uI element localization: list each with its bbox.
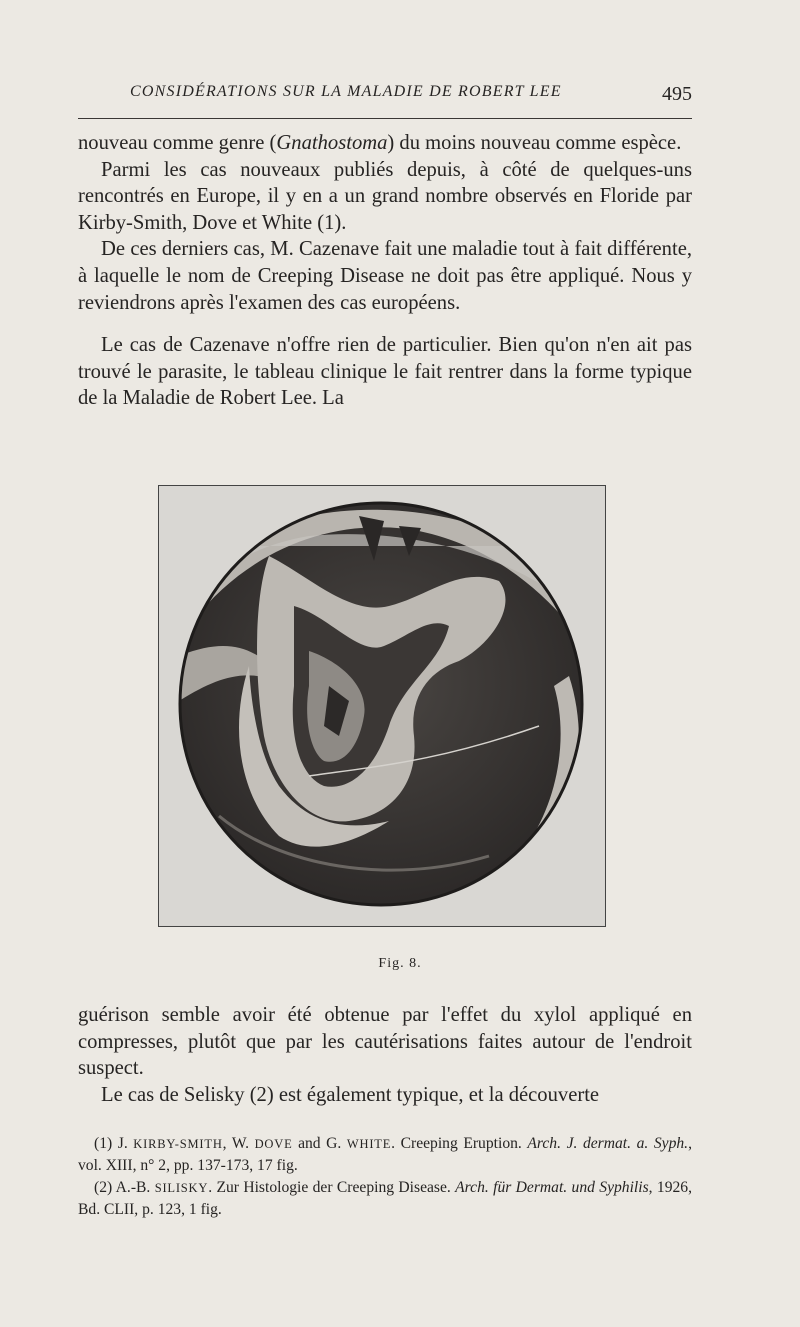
- footnote-1-journal: Arch. J. dermat. a. Syph.: [527, 1135, 689, 1152]
- figure-caption: Fig. 8.: [378, 956, 422, 971]
- paragraph-1-text-a: nouveau comme genre (: [78, 132, 277, 154]
- body-text-bottom: [78, 1002, 692, 1108]
- micrograph-image: [159, 486, 604, 925]
- footnote-1-author-1: KIRBY-SMITH: [133, 1137, 223, 1151]
- paragraph-5: guérison semble avoir été obtenue par l'effet du xylol appliqué en compresses, plutôt que par les cautérisations faites autour de l'endroit suspect.: [78, 1004, 692, 1080]
- paragraph-1-text-b: ) du moins nouveau comme espèce.: [387, 132, 682, 154]
- running-title: CONSIDÉRATIONS SUR LA MALADIE DE ROBERT LEE: [130, 83, 562, 100]
- running-head: [78, 83, 692, 109]
- paragraph-4: Le cas de Cazenave n'offre rien de particulier. Bien qu'on n'en ait pas trouvé le parasite, le tableau clinique le fait rentrer dans la forme typique de la Maladie de Robert Lee. La: [78, 334, 692, 410]
- paragraph-2: Parmi les cas nouveaux publiés depuis, à côté de quelques-uns rencontrés en Europe, il y en a un grand nombre observés en Floride par Kirby-Smith, Dove et White (1).: [78, 158, 692, 234]
- footnote-1: [78, 1133, 692, 1177]
- footnote-1-details: , vol. XIII, n° 2, pp. 137-173, 17 fig.: [78, 1135, 692, 1174]
- footnote-2: [78, 1177, 692, 1221]
- footnote-1-author-3: WHITE: [346, 1137, 392, 1151]
- genus-name: Gnathostoma: [276, 132, 388, 154]
- footnote-2-journal: Arch. für Dermat. und Syphilis: [455, 1179, 649, 1196]
- footnote-1-author-2: DOVE: [254, 1137, 293, 1151]
- footnote-1-sep-2: and G.: [292, 1135, 342, 1152]
- paragraph-6: Le cas de Selisky (2) est également typique, et la découverte: [101, 1083, 600, 1106]
- header-rule: [78, 118, 692, 119]
- figure-8-photomicrograph: [158, 485, 606, 927]
- paragraph-3: De ces derniers cas, M. Cazenave fait une maladie tout à fait différente, à laquelle le nom de Creeping Disease ne doit pas être appliqué. Nous y reviendrons après l'examen des cas européens.: [78, 238, 692, 314]
- footnote-1-sep-1: , W.: [222, 1135, 250, 1152]
- footnote-2-author: SILISKY: [154, 1181, 209, 1195]
- footnote-2-marker: (2) A.-B.: [94, 1179, 151, 1196]
- footnote-2-details: , 1926, Bd. CLII, p. 123, 1 fig.: [78, 1179, 693, 1218]
- footnote-2-title: . Zur Histologie der Creeping Disease.: [208, 1179, 456, 1196]
- page-number: 495: [662, 83, 692, 105]
- paragraph-1: [78, 130, 692, 157]
- footnotes: [78, 1133, 692, 1221]
- footnote-1-title: . Creeping Eruption.: [391, 1135, 528, 1152]
- body-text-top: [78, 130, 692, 412]
- footnote-1-marker: (1) J.: [94, 1135, 128, 1152]
